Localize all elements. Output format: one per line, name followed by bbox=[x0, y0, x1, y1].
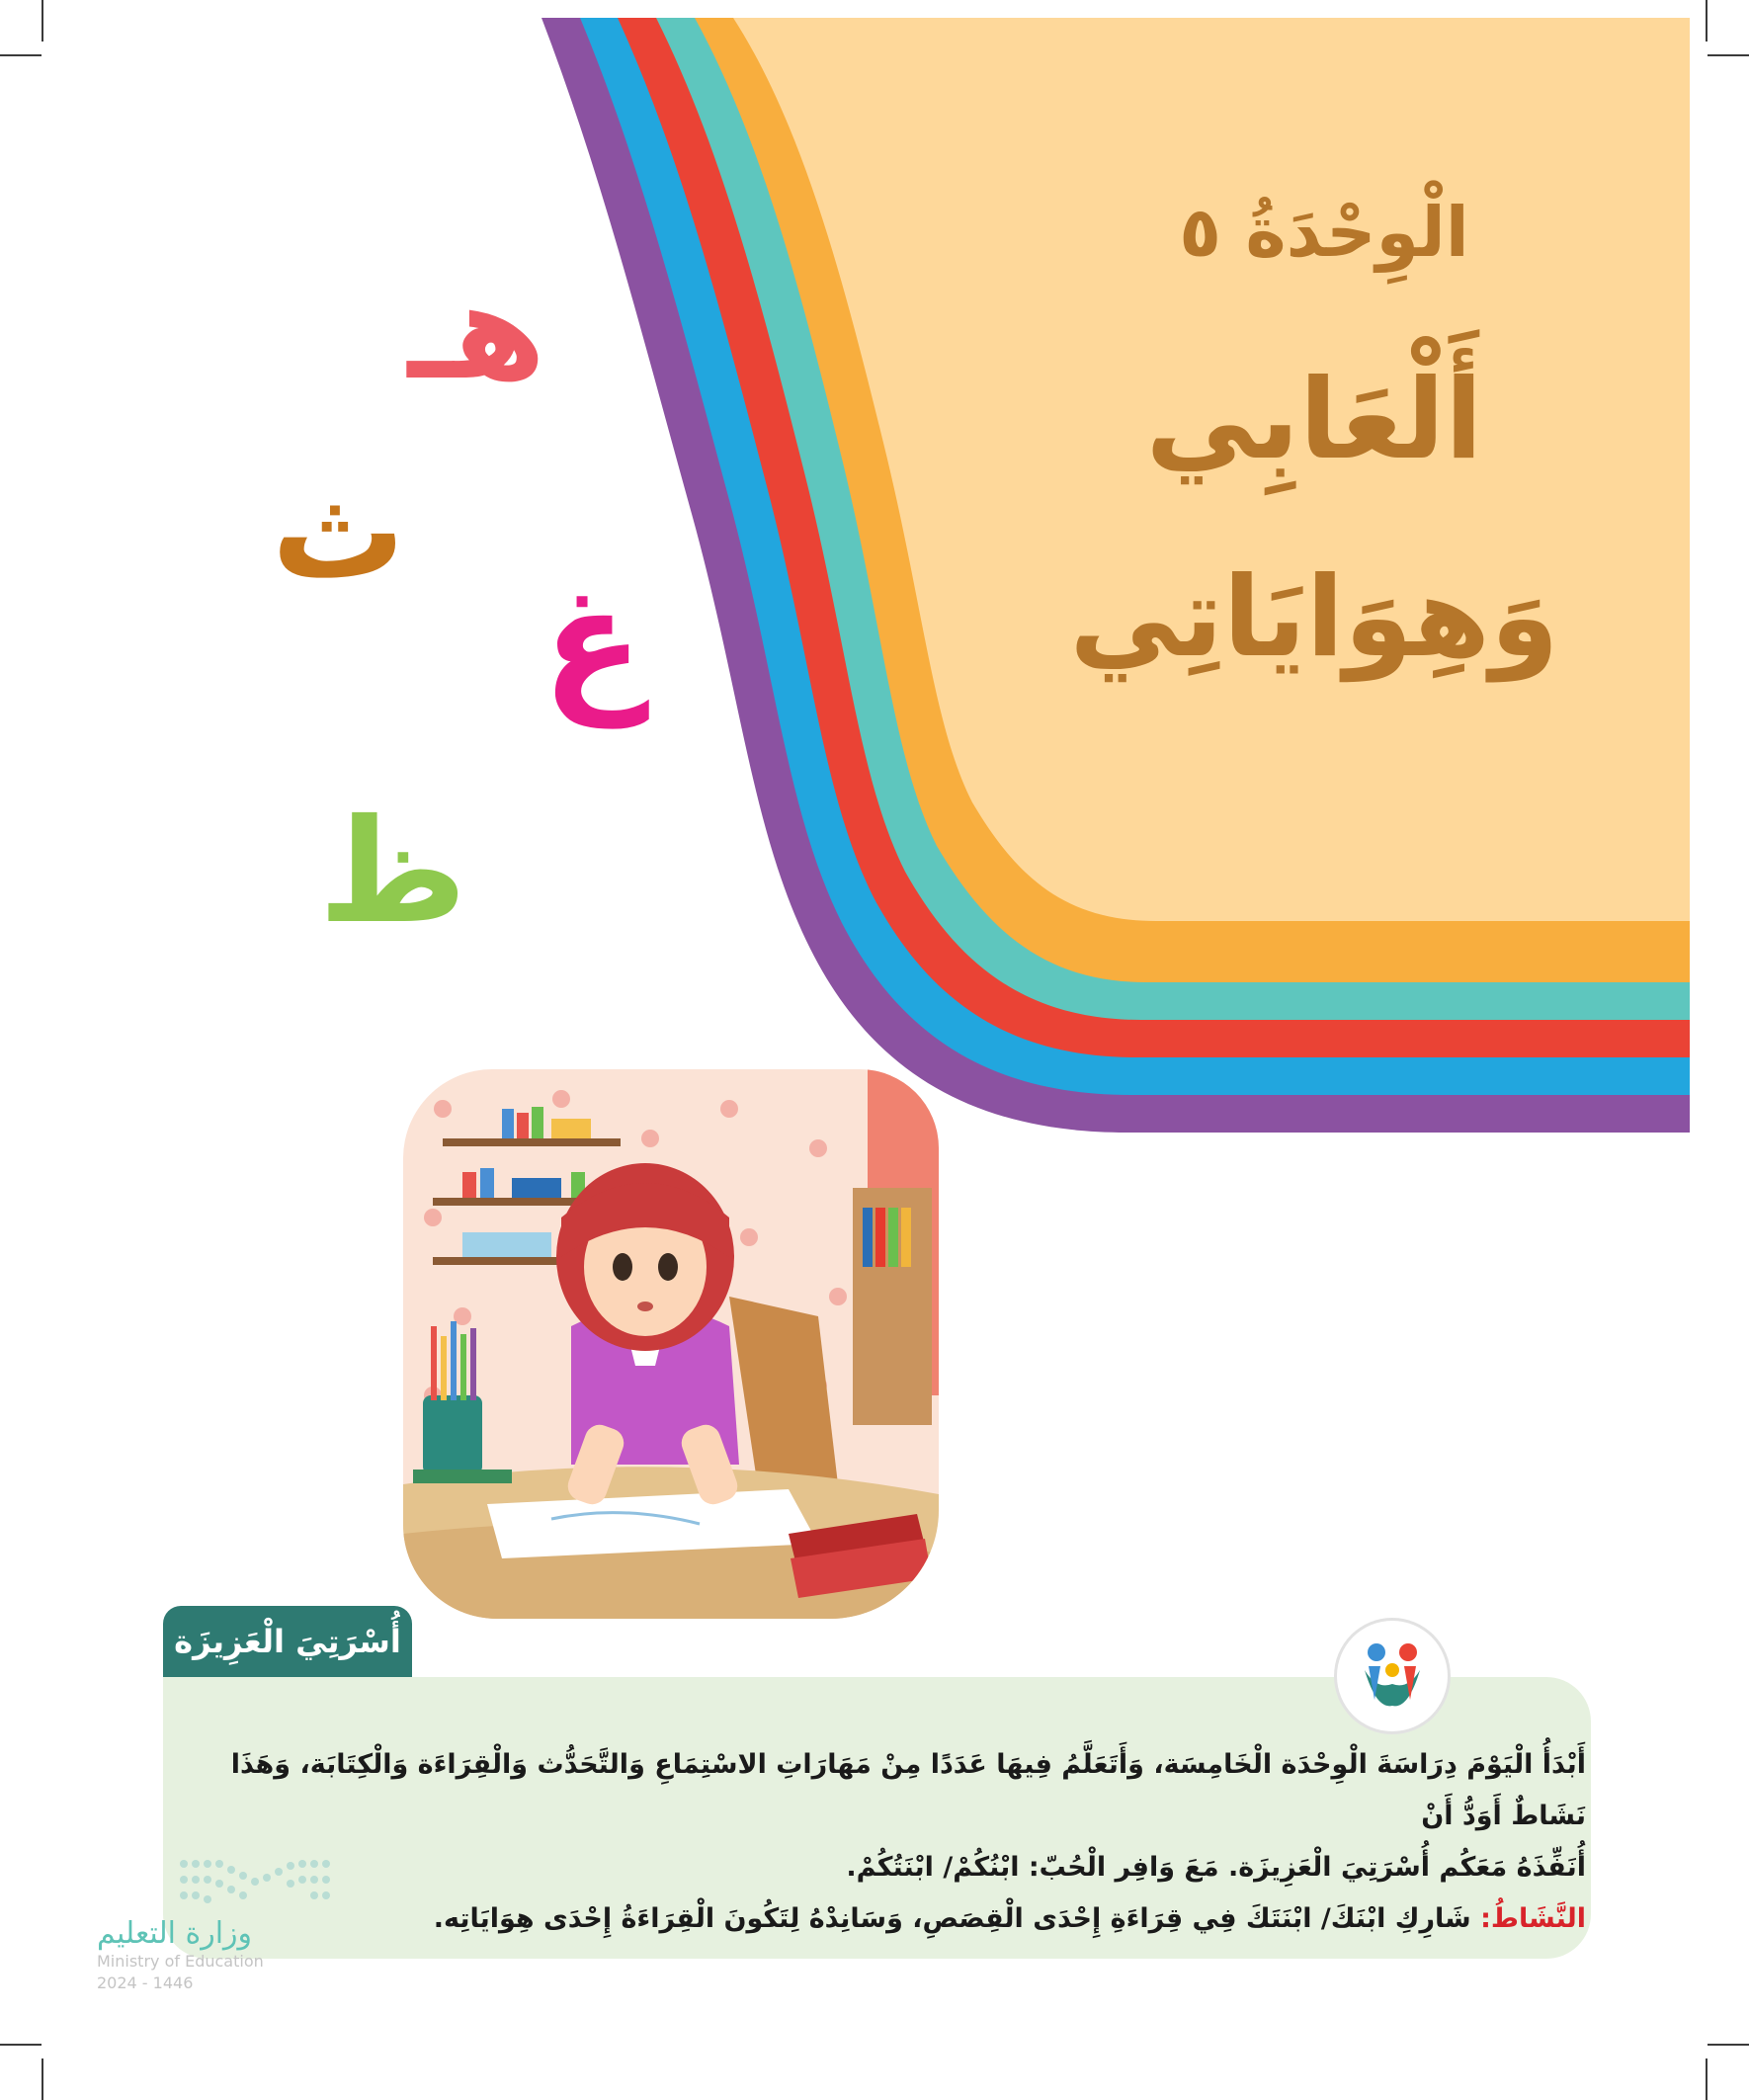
unit-title-line-2: وَهِوَايَاتِي bbox=[1069, 553, 1559, 682]
family-icon bbox=[1337, 1621, 1448, 1731]
letter-ha: هـ bbox=[407, 254, 546, 409]
letter-tha: ث bbox=[271, 454, 406, 609]
activity-text: شَارِكِ ابْنَكَ/ ابْنَتَكَ فِي قِرَاءَةِ إِحْدَى الْقِصَصِ، وَسَانِدْهُ لِتَكُونَ الْقِرَاءَةُ إِحْدَى هِوَايَاتِه. bbox=[433, 1903, 1471, 1934]
ministry-name-ar: وزارة التعليم bbox=[97, 1916, 253, 1951]
girl-drawing-illustration bbox=[403, 1069, 939, 1619]
ministry-logo bbox=[97, 1917, 334, 1994]
unit-title-line-1: أَلْعَابِي bbox=[1145, 356, 1483, 484]
family-message bbox=[183, 1739, 1586, 1945]
unit-number-label: الْوِحْدَةُ ٥ bbox=[1179, 192, 1469, 273]
family-activity bbox=[183, 1893, 1586, 1945]
ministry-year: 2024 - 1446 bbox=[97, 1974, 194, 1992]
family-tab-label: أُسْرَتِيَ الْعَزِيزَة bbox=[163, 1606, 412, 1677]
ministry-name-en: Ministry of Education bbox=[97, 1952, 264, 1971]
family-paragraph-line-1: أَبْدَأُ الْيَوْمَ دِرَاسَةَ الْوِحْدَة الْخَامِسَة، وَأَتَعَلَّمُ فِيهَا عَدَدًا مِنْ مَهَارَاتِ الاسْتِمَاعِ وَالتَّحَدُّث وَالْقِرَاءَة وَالْكِتَابَة، وَهَذَا نَشَاطٌ أَوَدُّ أَنْ bbox=[230, 1749, 1586, 1831]
vision-dots-decoration bbox=[178, 1856, 356, 1915]
letter-dha: ظ bbox=[318, 789, 467, 956]
activity-label: النَّشَاطُ: bbox=[1480, 1903, 1586, 1934]
family-paragraph-line-2: أُنَفِّذَهُ مَعَكُم أُسْرَتِيَ الْعَزِيزَة. مَعَ وَافِر الْحُبّ: ابْنُكُمْ/ ابْنَتُكُمْ. bbox=[846, 1852, 1586, 1883]
letter-ghain: غ bbox=[541, 556, 644, 728]
